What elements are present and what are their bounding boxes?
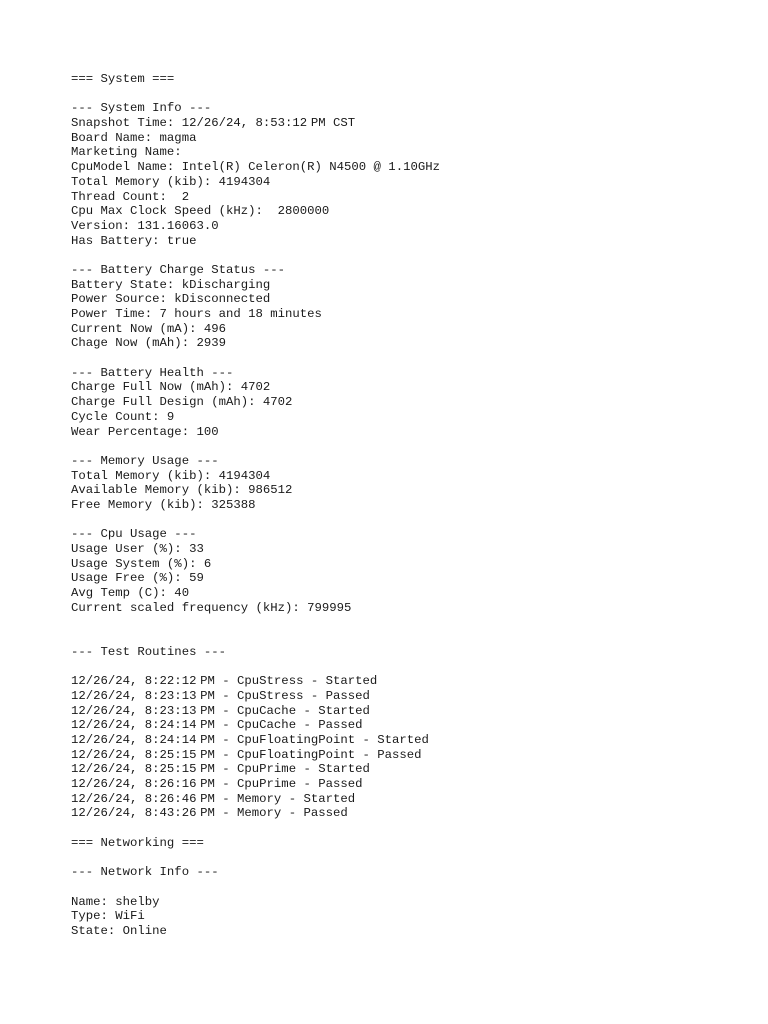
- power-source: Power Source: kDisconnected: [71, 292, 271, 307]
- cpu-max-clock-speed: Cpu Max Clock Speed (kHz): 2800000: [71, 204, 330, 219]
- test-routine-entry: 12/26/24, 8:25:15 PM - CpuFloatingPoint - Passed: [71, 747, 422, 762]
- board-name: Board Name: magma: [71, 130, 197, 145]
- wear-percentage: Wear Percentage: 100: [71, 424, 219, 439]
- test-routine-entry: 12/26/24, 8:24:14 PM - CpuCache - Passed: [71, 718, 363, 733]
- charge-full-now: Charge Full Now (mAh): 4702: [71, 380, 271, 395]
- memory-usage-heading: --- Memory Usage ---: [71, 453, 219, 468]
- system-heading: === System ===: [71, 72, 175, 86]
- test-routine-entry: 12/26/24, 8:26:16 PM - CpuPrime - Passed: [71, 777, 363, 792]
- test-routine-entry: 12/26/24, 8:23:13 PM - CpuStress - Passed: [71, 688, 370, 703]
- thread-count: Thread Count: 2: [71, 189, 190, 204]
- current-scaled-frequency: Current scaled frequency (kHz): 799995: [71, 600, 352, 615]
- avg-temp: Avg Temp (C): 40: [71, 586, 190, 601]
- cpu-model-name: CpuModel Name: Intel(R) Celeron(R) N4500 @ 1.10GHz: [71, 160, 440, 175]
- current-now: Current Now (mA): 496: [71, 321, 226, 336]
- test-routine-entry: 12/26/24, 8:26:46 PM - Memory - Started: [71, 791, 356, 806]
- power-time: Power Time: 7 hours and 18 minutes: [71, 307, 322, 321]
- marketing-name: Marketing Name:: [71, 145, 182, 160]
- memory-usage-section: [71, 454, 751, 513]
- charge-now: Chage Now (mAh): 2939: [71, 336, 226, 351]
- usage-system: Usage System (%): 6: [71, 556, 212, 571]
- battery-charge-heading: --- Battery Charge Status ---: [71, 262, 286, 277]
- system-info-section: [71, 101, 751, 248]
- test-routine-entry: 12/26/24, 8:23:13 PM - CpuCache - Started: [71, 703, 370, 718]
- diagnostic-log: [71, 72, 751, 939]
- network-info-section: [71, 865, 751, 938]
- cpu-usage-heading: --- Cpu Usage ---: [71, 527, 197, 542]
- memory-available: Available Memory (kib): 986512: [71, 483, 293, 498]
- test-routine-entry: 12/26/24, 8:22:12 PM - CpuStress - Started: [71, 674, 378, 689]
- battery-health-section: [71, 366, 751, 439]
- charge-full-design: Charge Full Design (mAh): 4702: [71, 395, 293, 410]
- test-routines-section: [71, 645, 751, 821]
- memory-free: Free Memory (kib): 325388: [71, 497, 256, 512]
- network-state: State: Online: [71, 923, 167, 938]
- version: Version: 131.16063.0: [71, 218, 219, 233]
- has-battery: Has Battery: true: [71, 233, 197, 248]
- test-routine-entry: 12/26/24, 8:25:15 PM - CpuPrime - Started: [71, 762, 370, 777]
- battery-health-heading: --- Battery Health ---: [71, 365, 234, 380]
- test-routine-entry: 12/26/24, 8:24:14 PM - CpuFloatingPoint - Started: [71, 732, 429, 747]
- network-type: Type: WiFi: [71, 909, 145, 924]
- network-name: Name: shelby: [71, 894, 160, 909]
- networking-heading: === Networking ===: [71, 835, 204, 850]
- usage-user: Usage User (%): 33: [71, 542, 204, 556]
- system-info-heading: --- System Info ---: [71, 101, 212, 116]
- battery-charge-section: [71, 263, 751, 351]
- cycle-count: Cycle Count: 9: [71, 409, 175, 424]
- total-memory: Total Memory (kib): 4194304: [71, 174, 271, 189]
- memory-total: Total Memory (kib): 4194304: [71, 468, 271, 483]
- snapshot-time: Snapshot Time: 12/26/24, 8:53:12 PM CST: [71, 116, 356, 131]
- test-routine-entry: 12/26/24, 8:43:26 PM - Memory - Passed: [71, 806, 348, 821]
- battery-state: Battery State: kDischarging: [71, 277, 271, 292]
- network-info-heading: --- Network Info ---: [71, 865, 219, 880]
- usage-free: Usage Free (%): 59: [71, 571, 204, 586]
- test-routines-heading: --- Test Routines ---: [71, 644, 226, 659]
- cpu-usage-section: [71, 527, 751, 615]
